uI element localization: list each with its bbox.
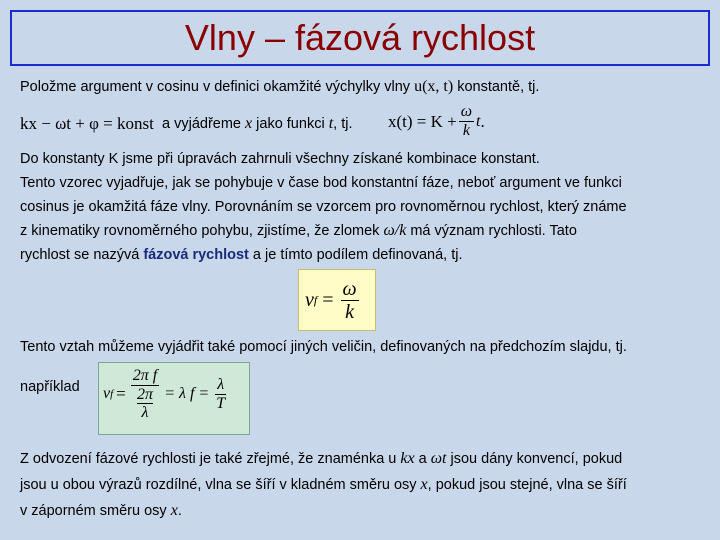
final-text-b: a [414, 451, 431, 467]
example-vf-subscript: f [110, 388, 114, 400]
final-text-g: . [177, 503, 182, 519]
formula-example-box [98, 362, 250, 435]
intro-text: Položme argument v cosinu v definici okamžité výchylky vlny [20, 79, 415, 95]
example-vf-symbol: v [103, 385, 111, 402]
var-t: t [328, 115, 334, 132]
vf-denominator: k [345, 301, 355, 323]
title-box [10, 10, 710, 66]
phase-velocity-term: fázová rychlost [143, 247, 249, 263]
intro-line [20, 76, 539, 98]
final-line-1 [20, 448, 622, 470]
fraction-denominator: k [462, 122, 470, 139]
ratio-omega-k: ω/k [383, 222, 407, 239]
formula-constant-phase [20, 114, 154, 134]
axis-x-2: x [170, 502, 178, 519]
example-denominator-2: T [216, 394, 226, 412]
paragraph-line-2: Tento vzorec vyjadřuje, jak se pohybuje v čase bod konstantní fáze, neboť argument ve funkci [20, 175, 622, 191]
final-line-3 [20, 500, 182, 522]
final-line-2 [20, 474, 627, 496]
paragraph-line-1: Do konstanty K jsme při úpravách zahrnuli všechny získané kombinace konstant. [20, 151, 540, 167]
paragraph-line-5 [20, 244, 462, 266]
paragraph-line-4 [20, 220, 577, 242]
formula-x-of-t-lhs: x(t) = K + [388, 111, 457, 131]
final-text-d: jsou u obou výrazů rozdílné, vlna se šíří v kladném směru osy [20, 477, 421, 493]
example-label: například [20, 379, 80, 395]
intro-expression: u(x, t) [414, 78, 454, 95]
paragraph-text-2: má význam rychlosti. Tato [406, 223, 577, 239]
fraction-omega-k [459, 103, 474, 140]
fraction-2pif-over-2pi-lambda [131, 367, 159, 421]
formula-x-of-t [388, 103, 485, 140]
axis-x-1: x [420, 476, 428, 493]
final-text-a: Z odvození fázové rychlosti je také zřejmé, že znaménka u [20, 451, 401, 467]
fraction-numerator: ω [460, 103, 473, 120]
vf-symbol: v [305, 289, 314, 311]
slide-title: Vlny – fázová rychlost [184, 17, 536, 58]
formula-phase-velocity-box [298, 269, 376, 331]
formula-example [103, 367, 229, 421]
final-text-f: v záporném směru osy [20, 503, 171, 519]
example-numerator: 2π f [132, 367, 158, 384]
fraction-omega-over-k [341, 278, 359, 323]
other-quantities-line: Tento vztah můžeme vyjádřit také pomocí jiných veličin, definovaných na předchozím slajdu, tj. [20, 339, 627, 355]
vf-subscript: f [313, 293, 318, 307]
vf-numerator: ω [342, 278, 357, 300]
fraction-lambda-over-t [214, 376, 227, 413]
final-text-c: jsou dány konvencí, pokud [446, 451, 623, 467]
nested-fraction [135, 386, 155, 421]
formula-dot: . [480, 111, 485, 131]
nested-denominator: λ [141, 404, 149, 421]
nested-numerator: 2π [136, 386, 153, 403]
final-text-e: , pokud jsou stejné, vlna se šíří [427, 477, 627, 493]
formula-t: t [476, 112, 481, 130]
equals: = [322, 289, 334, 311]
express-text-2: jako funkci [252, 116, 329, 132]
var-x: x [245, 115, 253, 132]
formula-constant-phase-text: kx − ωt + φ = konst [20, 114, 154, 133]
term-omega-t: ωt [430, 450, 447, 467]
example-lambda-f: = λ f = [164, 385, 210, 402]
paragraph-text: z kinematiky rovnoměrného pohybu, zjistíme, že zlomek [20, 223, 384, 239]
term-kx: kx [400, 450, 415, 467]
intro-text-end: konstantě, tj. [453, 79, 540, 95]
express-line [162, 113, 353, 135]
paragraph-text-3: rychlost se nazývá [20, 247, 144, 263]
express-text-end: , tj. [333, 116, 353, 132]
express-text: a vyjádřeme [162, 116, 246, 132]
paragraph-line-3: cosinus je okamžitá fáze vlny. Porovnáním se vzorcem pro rovnoměrnou rychlost, který známe [20, 199, 627, 215]
paragraph-text-4: a je tímto podílem definovaná, tj. [248, 247, 463, 263]
example-equals: = [116, 384, 126, 403]
example-numerator-2: λ [217, 375, 225, 393]
formula-phase-velocity [305, 278, 361, 323]
